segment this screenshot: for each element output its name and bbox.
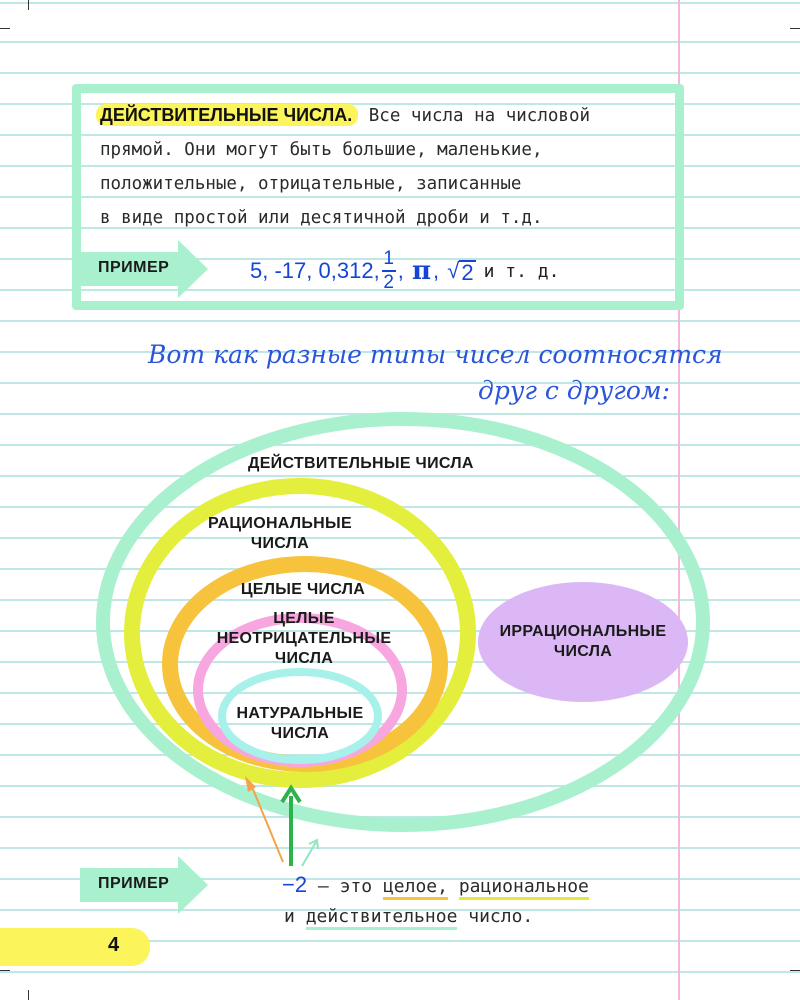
text-span: и (284, 906, 306, 927)
text-span: – это (307, 876, 383, 897)
label-rational-numbers (200, 514, 360, 554)
fraction-numerator: 1 (383, 248, 394, 269)
definition-line: положительные, отрицательные, записанные (100, 174, 522, 194)
page-number-highlight (0, 928, 150, 966)
page-number: 4 (108, 934, 120, 956)
label-irrational-numbers (478, 622, 688, 662)
definition-term: ДЕЙСТВИТЕЛЬНЫЕ ЧИСЛА. (96, 104, 358, 126)
label-line: РАЦИОНАЛЬНЫЕ (208, 515, 352, 532)
label-line: НАТУРАЛЬНЫЕ (236, 705, 364, 722)
label-line: ЧИСЛА (274, 650, 334, 667)
separator: , (397, 258, 404, 283)
word-real: действительное (306, 906, 458, 930)
label-line: ИРРАЦИОНАЛЬНЫЕ (499, 623, 667, 640)
label-line: ЧИСЛА (553, 643, 613, 660)
sqrt-sign: √ (447, 258, 460, 283)
example-label: ПРИМЕР (98, 259, 170, 276)
fraction-denominator: 2 (383, 272, 394, 293)
heading-line-1: Вот как разные типы чисел соотносятся (148, 340, 723, 369)
heading-line-2: друг с другом: (478, 376, 671, 405)
word-integer: целое, (383, 876, 448, 900)
example-arrow-tag (80, 854, 210, 916)
label-real-numbers: ДЕЙСТВИТЕЛЬНЫЕ ЧИСЛА (248, 455, 474, 472)
bottom-example-line-1 (282, 868, 589, 904)
pi-symbol: π (411, 256, 431, 286)
label-line: НЕОТРИЦАТЕЛЬНЫЕ (216, 630, 392, 647)
label-line: ЦЕЛЫЕ (273, 610, 335, 627)
definition-line: в виде простой или десятичной дроби и т.д. (100, 208, 543, 228)
label-line: ЧИСЛА (270, 725, 330, 742)
label-natural-numbers (220, 704, 380, 744)
arrow-mint (302, 842, 316, 866)
arrow-orange (250, 782, 283, 862)
minus-two: −2 (282, 872, 308, 897)
label-integers: ЦЕЛЫЕ ЧИСЛА (240, 581, 366, 598)
word-rational: рациональное (459, 876, 589, 900)
label-nonnegative-integers (194, 609, 414, 669)
label-line: ЧИСЛА (250, 535, 310, 552)
definition-line: Все числа на числовой (368, 106, 591, 126)
example-value: 5, (250, 258, 269, 283)
separator: , (432, 258, 440, 283)
example-label: ПРИМЕР (98, 875, 170, 892)
etc-text: и т. д. (483, 260, 560, 282)
example-value: 0,312, (318, 258, 380, 283)
bottom-example-line-2 (284, 900, 533, 934)
sqrt-argument: 2 (461, 260, 474, 285)
example-value: -17, (274, 258, 313, 283)
text-span: число. (457, 906, 534, 927)
definition-line: прямой. Они могут быть большие, маленькие, (100, 140, 543, 160)
